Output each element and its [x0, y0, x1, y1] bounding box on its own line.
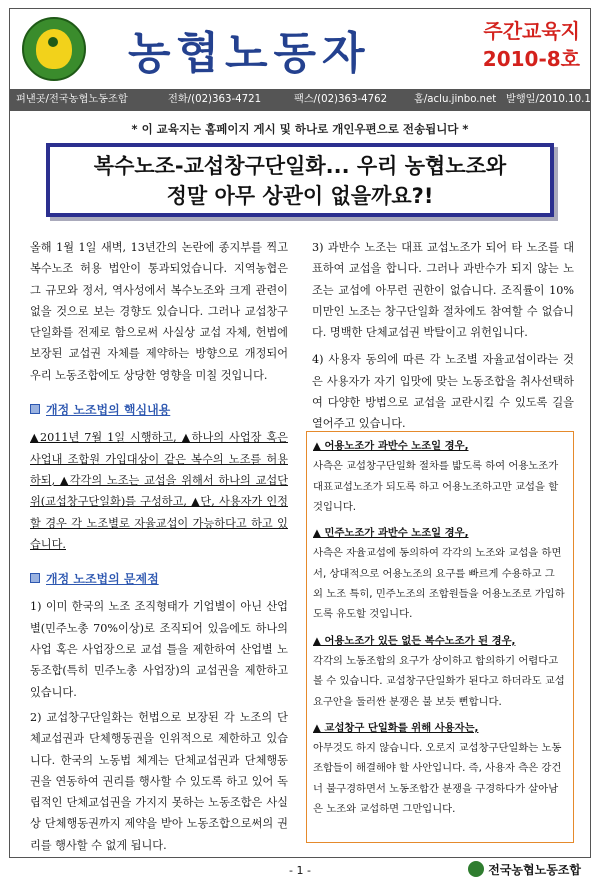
problem-item-2: 2) 교섭창구단일화는 헌법으로 보장된 각 노조의 단체교섭권과 단체행동권을 인위적으로 제한하고 있습니다. 한국의 노동법 체계는 단체교섭권과 단체행동권을 연동하여 권리를 행사할 수 있도록 하고 있어 독립적인 단체교섭권을 가지지 못하는 노동조합은 사실상 단체행동권까지 제약을 받아 노동조합으로써의 권리를 행사할 수 없게 됩니다. — [30, 710, 288, 852]
left-column — [30, 237, 288, 856]
edition-block — [483, 17, 580, 73]
union-small-logo-icon — [468, 861, 484, 877]
right-column — [312, 237, 574, 435]
scenario-4: ▲ 교섭창구 단일화를 위해 사용자는, 아무것도 하지 않습니다. 오로지 교섭창구단일화는 노동조합들이 해결해야 할 사안입니다. 즉, 사용자 측은 강건너 불구경하면서 노동조합간 분쟁을 구경하다가 살아남은 노조와 교섭하면 그만입니다. — [313, 721, 562, 816]
problem-item-3: 3) 과반수 노조는 대표 교섭노조가 되어 타 노조를 대표하여 교섭을 합니다. 그러나 과반수가 되지 않는 노조는 교섭에 아무런 권한이 없습니다. 조직률이 10%미만인 노조는 창구단일화 절차에도 참여할 수 없습니다. 명백한 단체교섭권 박탈이고 위헌입니다. — [312, 241, 574, 340]
section-heading-problems: 개정 노조법의 문제점 — [30, 569, 288, 590]
key-points-paragraph: ▲2011년 7월 1일 시행하고, ▲하나의 사업장 혹은 사업내 조합원 가입대상이 같은 복수의 노조를 허용하되, ▲각각의 노조는 교섭을 위해서 하나의 교섭단위(교섭창구단일화)를 구성하고, ▲단, 사용자가 인정할 경우 각 노조별로 자율교섭이 가능하다고 하고 있습니다. — [30, 431, 288, 551]
problem-item-4: 4) 사용자 동의에 따른 각 노조별 자율교섭이라는 것은 사용자가 자기 입맛에 맞는 노동조합을 취사선택하여 다양한 방법으로 교섭을 교란시킬 수 있도록 길을 열어주고 있습니다. — [312, 353, 574, 431]
issue-number: 2010-8호 — [482, 47, 580, 71]
publish-date: 발행일/2010.10.11 — [506, 94, 598, 105]
scenario-box — [306, 431, 574, 843]
intro-paragraph: 올해 1월 1일 새벽, 13년간의 논란에 종지부를 찍고 복수노조 허용 법안이 통과되었습니다. 지역농협은 그 규모와 정서, 역사성에서 복수노조와 크게 관련이 없을 것으로 보는 경향도 있습니다. 그러나 교섭창구단일화를 전제로 함으로써 사실상 교섭 자체, 헌법에 보장된 교섭권 자체를 제약하는 방향으로 개정되어 우리 노동조합에도 상당한 영향을 미칠 것입니다. — [30, 241, 288, 382]
problem-item-1: 1) 이미 한국의 노조 조직형태가 기업별이 아닌 산업별(민주노총 70%이상)로 조직되어 있음에도 하나의 사업 혹은 사업장으로 교섭 틀을 제한하여 산업별 노동조합(특히 민주노총 사업장)의 교섭권을 제한하고 있습니다. — [30, 600, 288, 699]
publisher: 펴낸곳/전국농협노동조합 — [16, 94, 128, 105]
masthead — [10, 9, 590, 89]
info-bar — [10, 89, 598, 111]
page-number: - 1 - — [289, 864, 311, 877]
distribution-notice: * 이 교육지는 홈페이지 게시 및 하나로 개인우편으로 전송됩니다 * — [131, 122, 469, 136]
union-logo-icon — [22, 17, 86, 81]
footer-org: 전국농협노동조합 — [468, 861, 581, 878]
scenario-1: ▲ 어용노조가 과반수 노조일 경우, 사측은 교섭창구단일화 절차를 밟도록 하여 어용노조가 대표교섭노조가 되도록 하고 어용노조하고만 교섭을 할 것입니다. — [313, 440, 559, 513]
edition-type: 주간교육지 — [483, 19, 580, 43]
scenario-2: ▲ 민주노조가 과반수 노조일 경우, 사측은 자율교섭에 동의하여 각각의 노조와 교섭을 하면서, 상대적으로 어용노조의 요구를 빠르게 수용하고 그 외 노조 특히, 민주노조의 조합원들을 어용노조로 가입하도록 유도할 것입니다. — [313, 527, 565, 621]
fax: 팩스/(02)363-4762 — [294, 94, 388, 105]
square-bullet-icon — [30, 404, 40, 414]
phone: 전화/(02)363-4721 — [168, 94, 262, 105]
homepage-link[interactable]: 홈/aclu.jinbo.net — [414, 94, 497, 105]
footer — [9, 858, 591, 886]
headline-box — [46, 143, 554, 217]
square-bullet-icon — [30, 573, 40, 583]
headline-line2: 정말 아무 상관이 없을까요?! — [166, 184, 434, 208]
scenario-3: ▲ 어용노조가 있든 없든 복수노조가 된 경우, 각각의 노동조합의 요구가 상이하고 합의하기 어렵다고 볼 수 있습니다. 교섭창구단일화가 된다고 하더라도 교섭요구안을 둘러싼 분쟁은 불 보듯 뻔합니다. — [313, 634, 565, 708]
brand-title: 농협노동자 — [128, 28, 371, 79]
headline-line1: 복수노조-교섭창구단일화... 우리 농협노조와 — [93, 154, 507, 178]
newsletter-page — [9, 8, 598, 858]
section-heading-key-points: 개정 노조법의 핵심내용 — [30, 400, 288, 421]
